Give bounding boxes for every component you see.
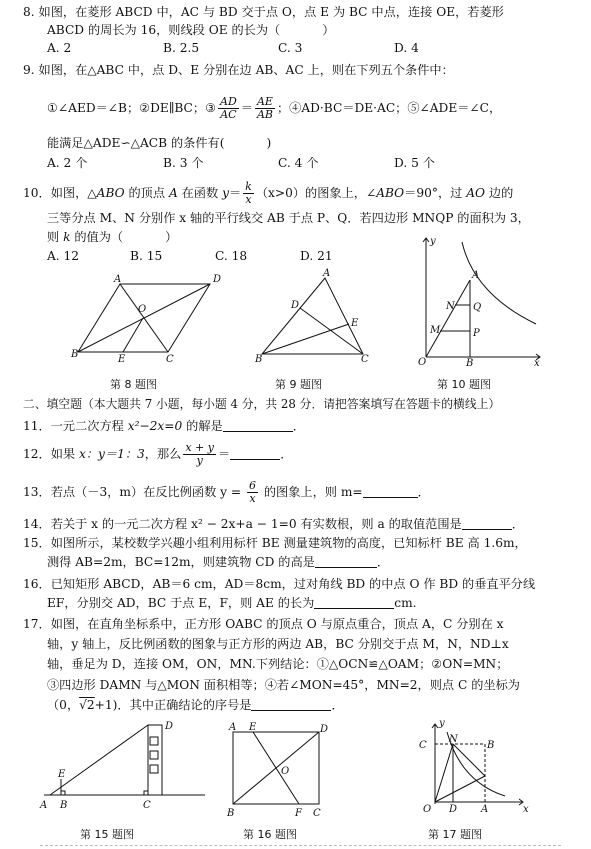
q17-answer-blank[interactable]	[251, 698, 331, 711]
q11-answer-blank[interactable]	[223, 419, 293, 432]
q8-option-a: A. 2	[47, 41, 72, 55]
q10-fraction-k-x: $\frac{k}{x}$	[245, 180, 252, 206]
figure-17-square	[405, 712, 545, 817]
q17-line5: （0，√2+1)．其中正确结论的序号是 ．	[47, 698, 344, 712]
fig17-label-o: O	[423, 804, 432, 815]
q14: 14．若关于 x 的一元二次方程 x² − 2x+a − 1=0 有实数根，则 a 的取值范围是 ．	[23, 517, 524, 531]
q10-line2: 三等分点 M、N 分别作 x 轴的平行线交 AB 于点 P、Q．若四边形 MNQP 的面积为 3，	[47, 211, 530, 225]
fig15-label-d: D	[165, 721, 174, 732]
fig10-label-q: Q	[473, 302, 482, 313]
q17-line3: 轴，垂足为 D，连接 OM，ON，MN.下列结论：①△OCN≌△OAM；②ON=MN；	[47, 657, 509, 671]
section-2-header: 二、填空题（本大题共 7 小题，每小题 4 分，共 28 分．请把答案填写在答题卡的横线上）	[23, 397, 501, 411]
fig10-label-n: N	[446, 301, 455, 312]
q9-line1: 9. 如图，在△ABC 中，点 D、E 分别在边 AB、AC 上，则在下列五个条件中：	[23, 63, 454, 77]
q14-answer-blank[interactable]	[462, 517, 512, 530]
caption-figure-8: 第 8 题图	[110, 378, 157, 391]
q9-line3: 能满足△ADE∽△ACB 的条件有( )	[47, 136, 272, 150]
q17-line4: ③四边形 DAMN 与△MON 面积相等；④若∠MON=45°，MN=2，则点 C 的坐标为	[47, 678, 520, 692]
q13: 13．若点（－3，m）在反比例函数 y = $\frac{6}{x}$ 的图象上，则 m= ．	[23, 479, 430, 505]
figure-8-rhombus	[70, 270, 220, 370]
q9-line2: ①∠AED＝∠B；②DE∥BC；③ $\frac{AD}{AC}$ ＝ $\frac{AE}{AB}$ ；④AD·BC＝DE·AC；⑤∠ADE＝∠C，	[47, 95, 502, 121]
fig10-label-m: M	[430, 325, 441, 336]
fig16-label-f: F	[295, 808, 302, 819]
q8-option-d: D. 4	[394, 41, 419, 55]
q10-option-b: B. 15	[130, 249, 163, 263]
fig15-label-b: B	[60, 800, 68, 811]
fig8-label-o: O	[138, 304, 147, 315]
fig8-label-e: E	[118, 354, 126, 365]
fig17-label-n: N	[449, 734, 458, 745]
q8-line1: 8. 如图，在菱形 ABCD 中，AC 与 BD 交于点 O，点 E 为 BC 中点，连接 OE，若菱形	[23, 5, 504, 19]
q16-answer-blank[interactable]	[314, 596, 394, 609]
caption-figure-10: 第 10 题图	[437, 378, 491, 391]
fig10-label-p: P	[473, 328, 480, 339]
fig16-label-b: B	[227, 808, 235, 819]
fig17-label-b: B	[487, 740, 495, 751]
q9-option-d: D. 5 个	[394, 156, 435, 170]
fig10-label-o: O	[418, 357, 427, 368]
q15-answer-blank[interactable]	[315, 555, 377, 568]
q9-fraction-ae-ab: $\frac{AE}{AB}$	[256, 95, 273, 121]
fig17-label-c: C	[419, 740, 427, 751]
q10-line3: 则 k 的值为（ ）	[47, 230, 178, 244]
q17-line1: 17．如图，在直角坐标系中，正方形 OABC 的顶点 O 与原点重合，顶点 A，C 分别在 x	[23, 617, 504, 631]
q8-option-c: C. 3	[278, 41, 303, 55]
fig16-label-c: C	[313, 808, 321, 819]
q16-line1: 16．已知矩形 ABCD，AB＝6 cm，AD＝8cm，过对角线 BD 的中点 O 作 BD 的垂直平分线	[23, 577, 536, 591]
q13-answer-blank[interactable]	[363, 485, 418, 498]
figure-16-rectangle	[225, 722, 340, 822]
fig10-label-x: x	[534, 358, 540, 369]
fig16-label-d: D	[320, 724, 329, 735]
q10-option-a: A. 12	[47, 249, 80, 263]
caption-figure-15: 第 15 题图	[80, 828, 134, 841]
q12: 12．如果 x：y＝1：3，那么 $\frac{x + y}{y}$ ＝ ．	[23, 441, 293, 467]
fig10-label-a: A	[472, 270, 480, 281]
q10-option-c: C. 18	[215, 249, 248, 263]
caption-figure-17: 第 17 题图	[428, 828, 482, 841]
figure-9-triangle	[255, 270, 375, 370]
q9-fraction-ad-ac: $\frac{AD}{AC}$	[220, 95, 237, 121]
q15-line2: 测得 AB=2m，BC=12m，则建筑物 CD 的高是 ．	[47, 555, 390, 569]
q12-fraction: $\frac{x + y}{y}$	[185, 441, 214, 467]
q17-line2: 轴，y 轴上，反比例函数的图象与正方形的两边 AB，BC 分别交于点 M，N，ND⊥x	[47, 637, 509, 651]
q10-line1: 10．如图，△ABO 的顶点 A 在函数 y＝ $\frac{k}{x}$ （x>0）的图象上，∠ABO＝90°，过 AO 边的	[23, 180, 514, 206]
fig9-label-c: C	[361, 354, 369, 365]
fig8-label-b: B	[71, 349, 79, 360]
q10-option-d: D. 21	[300, 249, 333, 263]
fig9-label-b: B	[255, 354, 263, 365]
q8-option-b: B. 2.5	[163, 41, 200, 55]
caption-figure-16: 第 16 题图	[243, 828, 297, 841]
fig16-label-e: E	[249, 722, 257, 733]
fig9-label-d: D	[291, 300, 300, 311]
q16-line2: EF，分别交 AD，BC 于点 E，F，则 AE 的长为 cm.	[47, 596, 417, 610]
fig17-label-a: A	[481, 804, 489, 815]
q15-line1: 15．如图所示，某校数学兴趣小组利用标杆 BE 测量建筑物的高度，已知标杆 BE 高 1.6m，	[23, 536, 527, 550]
figure-10-graph	[410, 232, 545, 367]
fig17-label-x: x	[523, 804, 529, 815]
q9-option-b: B. 3 个	[163, 156, 204, 170]
fig10-label-y: y	[430, 236, 436, 247]
fig8-label-a: A	[114, 274, 122, 285]
caption-figure-9: 第 9 题图	[275, 378, 322, 391]
fig8-label-c: C	[166, 354, 174, 365]
fig9-label-a: A	[323, 268, 331, 279]
q13-fraction: $\frac{6}{x}$	[248, 479, 256, 505]
fig15-label-a: A	[40, 800, 48, 811]
fig15-label-e: E	[58, 769, 66, 780]
q12-answer-blank[interactable]	[230, 447, 280, 460]
q9-option-c: C. 4 个	[278, 156, 319, 170]
fig8-label-d: D	[213, 274, 222, 285]
fig17-label-d: D	[449, 804, 458, 815]
q11: 11．一元二次方程 x²−2x=0 的解是 ．	[23, 419, 305, 433]
fig16-label-o: O	[281, 766, 290, 777]
q9-option-a: A. 2 个	[47, 156, 88, 170]
fig17-label-y: y	[439, 718, 445, 729]
fig9-label-e: E	[351, 318, 359, 329]
q8-line2: ABCD 的周长为 16，则线段 OE 的长为（ ）	[47, 23, 335, 37]
fig10-label-b: B	[466, 358, 474, 369]
figure-15-building	[40, 715, 180, 815]
page-footer-divider	[40, 845, 561, 847]
fig16-label-a: A	[229, 722, 237, 733]
fig15-label-c: C	[143, 800, 151, 811]
